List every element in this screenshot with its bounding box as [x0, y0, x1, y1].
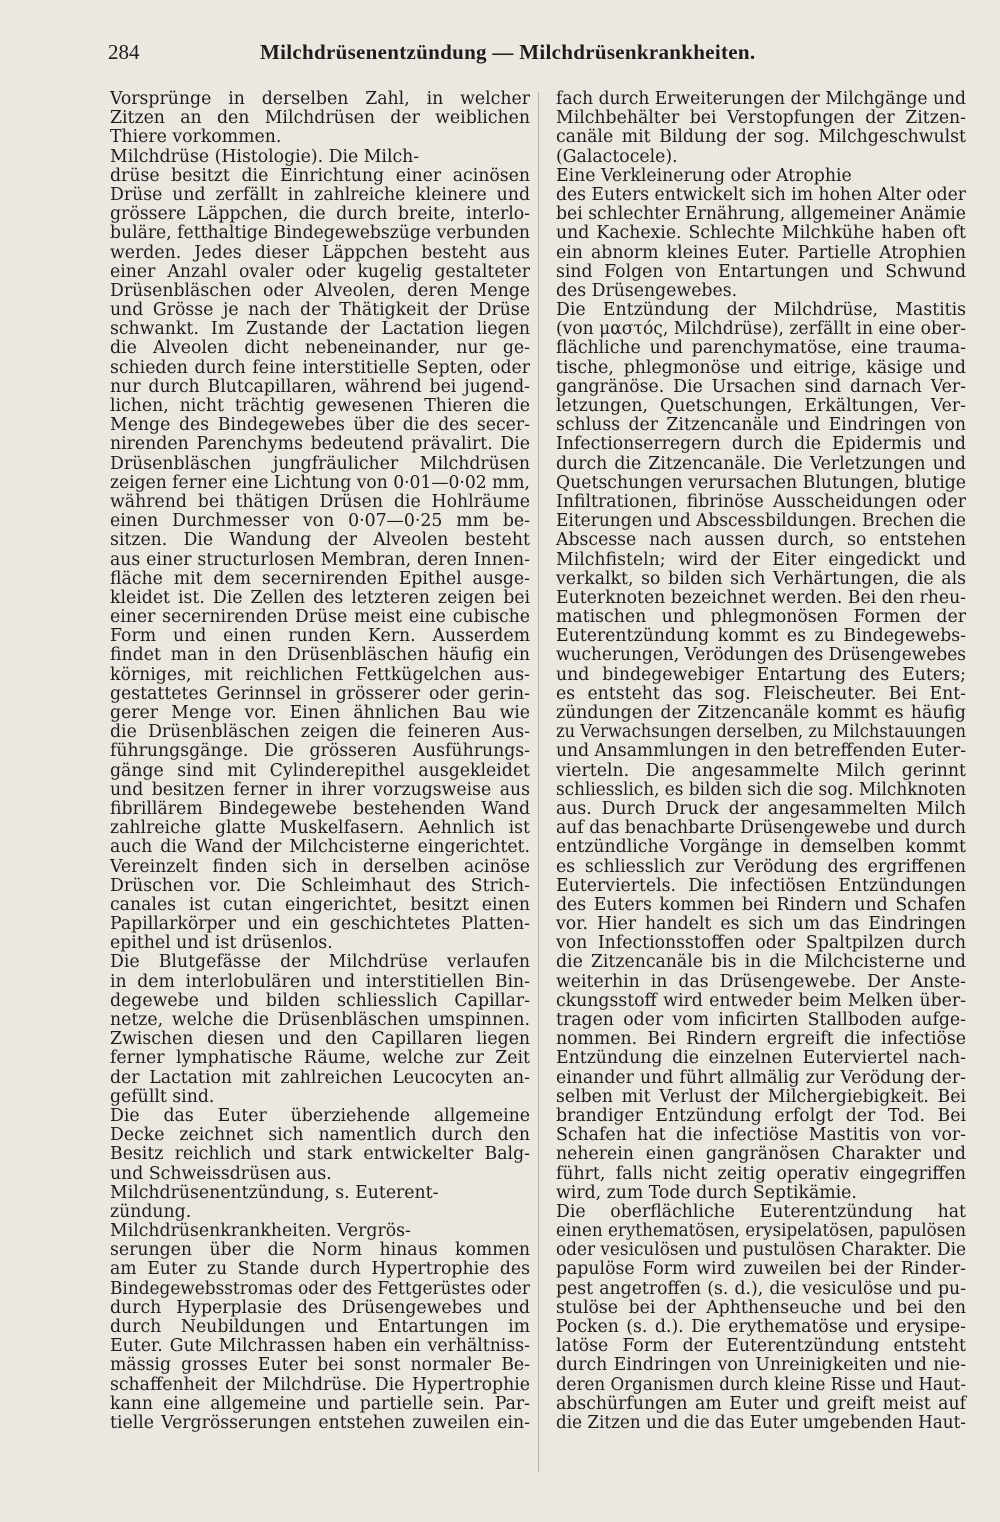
text-line: fach durch Erweiterungen der Milchgänge und — [556, 89, 967, 109]
text-line: Milchbehälter bei Verstopfungen der Zitzen- — [556, 108, 967, 129]
text-line: serungen über die Norm hinaus kommen — [110, 1240, 531, 1261]
text-line: Vorsprünge in derselben Zahl, in welcher — [110, 89, 530, 109]
text-line: körniges, mit reichlichen Fettkügelchen aus- — [110, 664, 531, 685]
text-line: auf das benachbarte Drüsengewebe und durch — [556, 818, 966, 839]
text-line: ein abnorm kleines Euter. Partielle Atrophien — [556, 242, 967, 263]
text-line: matischen und phlegmonösen Formen der — [556, 607, 966, 628]
text-line: Entzündung die einzelnen Euterviertel nach- — [556, 1048, 966, 1069]
text-line: stulöse bei der Aphthenseuche und bei den — [556, 1297, 966, 1318]
left-text-column — [110, 90, 530, 1433]
text-line: zahlreiche glatte Muskelfasern. Aehnlich ist — [110, 818, 530, 839]
text-line: des Drüsengewebes. — [556, 280, 738, 301]
text-line: einer secernirenden Drüse meist eine cubische — [110, 607, 531, 628]
text-line: tragen oder vom inficirten Stallboden aufge- — [556, 1010, 966, 1030]
text-line: durch Neubildungen und Entartungen im — [110, 1317, 531, 1337]
text-line: und Kachexie. Schlechte Milchkühe haben oft — [556, 223, 966, 244]
running-head: Milchdrüsenentzündung — Milchdrüsenkrankheiten. — [260, 40, 756, 64]
text-line: in dem interlobulären und interstitiellen Bin- — [110, 971, 531, 992]
text-line: aus. Durch Druck der angesammelten Milch — [556, 798, 966, 819]
text-line: Die Blutgefässe der Milchdrüse verlaufen — [110, 952, 530, 973]
text-line: nirenden Parenchyms bedeutend prävalirt. Die — [110, 434, 530, 455]
text-line: Bindegewebsstromas oder des Fettgerüstes oder — [110, 1278, 531, 1299]
text-line: entzündliche Vorgänge in demselben kommt — [556, 837, 966, 858]
text-line: Decke zeichnet sich namentlich durch den — [110, 1125, 531, 1146]
text-line: weiterhin in das Drüsengewebe. Der Anste- — [556, 971, 966, 992]
text-line: letzungen, Quetschungen, Erkältungen, Ver- — [556, 396, 966, 416]
text-line: Pocken (s. d.). Die erythematöse und erysipe- — [556, 1317, 966, 1337]
text-line: ckungsstoff wird entweder beim Melken über- — [556, 990, 966, 1011]
text-line: kleidet ist. Die Zellen des letzteren zeigen bei — [110, 587, 531, 608]
text-line: die Drüsenbläschen zeigen die feineren Aus- — [110, 722, 531, 743]
text-line: führt, falls nicht zeitig operativ eingegriffen — [556, 1163, 966, 1184]
text-line: fibrillärem Bindegewebe bestehenden Wand — [110, 798, 531, 819]
text-line: gerer Menge vor. Einen ähnlichen Bau wie — [110, 703, 530, 723]
text-line: oder vesiculösen und pustulösen Charakter. Die — [556, 1240, 966, 1261]
text-line: Quetschungen verursachen Blutungen, blutige — [556, 472, 967, 493]
text-line: neherein einen gangränösen Charakter und — [556, 1144, 966, 1165]
text-line: papulöse Form wird zuweilen bei der Rinder- — [556, 1259, 966, 1280]
text-line: und Schweissdrüsen aus. — [110, 1163, 332, 1184]
text-line: Eine Verkleinerung oder Atrophie — [556, 165, 852, 186]
text-line: Form und einen runden Kern. Ausserdem — [110, 626, 530, 647]
text-line: die Zitzen und die das Euter umgebenden Haut- — [556, 1412, 966, 1433]
text-line: latöse Form der Euterentzündung entsteht — [556, 1336, 966, 1357]
text-line: schieden durch feine interstitielle Septen, oder — [110, 357, 531, 378]
text-line: Euter. Gute Milchrassen haben ein verhältniss- — [110, 1336, 530, 1357]
text-line: canales ist cutan eingerichtet, besitzt einen — [110, 894, 530, 915]
text-line: fläche mit dem secernirenden Epithel ausge- — [110, 568, 530, 589]
page-header — [108, 40, 832, 70]
text-line: Schafen hat die infectiöse Mastitis von vor- — [556, 1125, 966, 1146]
text-line: Menge des Bindegewebes über die des secer- — [110, 415, 530, 436]
text-line: bei schlechter Ernährung, allgemeiner Anämie — [556, 204, 966, 225]
text-line: der Lactation mit zahlreichen Leucocyten an- — [110, 1067, 531, 1088]
text-line: führungsgänge. Die grösseren Ausführungs- — [110, 741, 530, 762]
text-line: abschürfungen am Euter und greift meist auf — [556, 1393, 966, 1414]
text-line: Drüsenbläschen jungfräulicher Milchdrüsen — [110, 453, 530, 474]
text-line: gestattetes Gerinnsel in grösserer oder gerin- — [110, 683, 530, 704]
text-line: von Infectionsstoffen oder Spaltpilzen durch — [556, 933, 967, 954]
text-line: tische, phlegmonöse und eitrige, käsige und — [556, 357, 966, 378]
text-line: degewebe und bilden schliesslich Capillar- — [110, 990, 531, 1011]
text-line: Die Entzündung der Milchdrüse, Mastitis — [556, 300, 967, 321]
text-line: deren Organismen durch kleine Risse und Haut- — [556, 1374, 966, 1395]
text-line: Euterentzündung kommt es zu Bindegewebs- — [556, 626, 967, 647]
text-line: durch die Zitzencanäle. Die Verletzungen und — [556, 453, 966, 474]
text-line: nommen. Bei Rindern ergreift die infectiöse — [556, 1029, 966, 1050]
text-line: und Ansammlungen in den betreffenden Euter- — [556, 741, 966, 762]
text-line: drüse besitzt die Einrichtung einer acinösen — [110, 165, 530, 186]
text-line: Milchdrüsenentzündung, s. Euterent- — [110, 1182, 439, 1203]
text-line: tielle Vergrösserungen entstehen zuweilen ein- — [110, 1412, 530, 1433]
text-line: Euterviertels. Die infectiösen Entzündungen — [556, 875, 966, 896]
text-line: und besitzen ferner in ihrer vorzugsweise aus — [110, 779, 530, 800]
text-line: flächliche und parenchymatöse, eine trauma- — [556, 338, 967, 359]
text-line: einen Durchmesser von 0·07—0·25 mm be- — [110, 511, 530, 532]
text-line: Infectionserregern durch die Epidermis und — [556, 434, 966, 455]
text-line: Zwischen diesen und den Capillaren liegen — [110, 1029, 530, 1050]
text-line: ferner lymphatische Räume, welche zur Zeit — [110, 1048, 530, 1069]
text-line: zündungen der Zitzencanäle kommt es häufig — [556, 703, 966, 723]
text-line: (Galactocele). — [556, 146, 678, 167]
text-line: am Euter zu Stande durch Hypertrophie des — [110, 1259, 530, 1280]
text-line: Papillarkörper und ein geschichtetes Platten- — [110, 914, 531, 935]
text-line: vor. Hier handelt es sich um das Eindringen — [556, 914, 966, 935]
text-line: vierteln. Die angesammelte Milch gerinnt — [556, 760, 966, 781]
text-line: Infiltrationen, fibrinöse Ausscheidungen oder — [556, 491, 966, 512]
text-line: zündung. — [110, 1201, 192, 1222]
text-line: werden. Jedes dieser Läppchen besteht aus — [110, 242, 531, 263]
text-line: Euterknoten bezeichnet werden. Bei den rheu- — [556, 587, 967, 608]
text-line: Zitzen an den Milchdrüsen der weiblichen — [110, 108, 530, 129]
text-line: Eiterungen und Abscessbildungen. Brechen die — [556, 511, 966, 532]
text-line: einer Anzahl ovaler oder kugelig gestalteter — [110, 261, 530, 282]
text-line: Thiere vorkommen. — [110, 127, 282, 148]
text-line: pest angetroffen (s. d.), die vesiculöse und pu- — [556, 1278, 967, 1299]
right-text-column — [556, 90, 966, 1433]
text-line: Die das Euter überziehende allgemeine — [110, 1105, 531, 1126]
text-line: schliesslich, es bilden sich die sog. Milchknoten — [556, 779, 967, 800]
text-line: die Alveolen dicht nebeneinander, nur ge- — [110, 338, 530, 359]
text-line: einander und führt allmälig zur Verödung der- — [556, 1067, 967, 1088]
text-line: Drüse und zerfällt in zahlreiche kleinere und — [110, 184, 531, 205]
text-line: Milchfisteln; wird der Eiter eingedickt und — [556, 549, 967, 570]
text-line: die Zitzencanäle bis in die Milchcisterne und — [556, 952, 966, 973]
text-line: grössere Läppchen, die durch breite, interlo- — [110, 204, 530, 225]
text-line: Besitz reichlich und stark entwickelter Balg- — [110, 1144, 530, 1165]
text-line: und bindegewebiger Entartung des Euters; — [556, 664, 966, 685]
text-line: gefüllt sind. — [110, 1086, 215, 1107]
text-line: einen erythematösen, erysipelatösen, papulösen — [556, 1221, 966, 1242]
text-line: wird, zum Tode durch Septikämie. — [556, 1182, 857, 1203]
text-line: Drüschen vor. Die Schleimhaut des Strich- — [110, 875, 530, 896]
text-line: aus einer structurlosen Membran, deren Innen- — [110, 549, 531, 570]
text-line: durch Eindringen von Unreinigkeiten und nie- — [556, 1355, 966, 1376]
text-line: es entsteht das sog. Fleischeuter. Bei Ent- — [556, 683, 967, 704]
text-line: (von μαστός, Milchdrüse), zerfällt in eine ober- — [556, 319, 967, 340]
text-line: sitzen. Die Wandung der Alveolen besteht — [110, 530, 530, 551]
text-line: brandiger Entzündung erfolgt der Tod. Bei — [556, 1105, 966, 1126]
text-line: und Grösse je nach der Thätigkeit der Drüse — [110, 300, 530, 321]
text-line: schaffenheit der Milchdrüse. Die Hypertrophie — [110, 1374, 530, 1395]
text-line: schluss der Zitzencanäle und Eindringen von — [556, 415, 966, 436]
text-line: gänge sind mit Cylinderepithel ausgekleidet — [110, 760, 530, 781]
text-line: es schliesslich zur Verödung des ergriffenen — [556, 856, 966, 877]
text-line: zeigen ferner eine Lichtung von 0·01—0·02 mm, — [110, 472, 531, 493]
text-line: sind Folgen von Entartungen und Schwund — [556, 261, 967, 282]
text-line: zu Verwachsungen derselben, zu Milchstauungen — [556, 722, 967, 743]
text-line: mässig grosses Euter bei sonst normaler Be- — [110, 1355, 530, 1376]
text-line: während bei thätigen Drüsen die Hohlräume — [110, 491, 530, 512]
text-line: buläre, fetthaltige Bindegewebszüge verbunden — [110, 223, 531, 244]
page-number: 284 — [108, 40, 140, 64]
text-line: selben mit Verlust der Milchergiebigkeit. Bei — [556, 1086, 966, 1107]
text-line: verkalkt, so bilden sich Verhärtungen, die als — [556, 568, 966, 589]
text-line: kann eine allgemeine und partielle sein. Par- — [110, 1393, 530, 1414]
text-line: netze, welche die Drüsenbläschen umspinnen. — [110, 1010, 530, 1030]
text-line: des Euters kommen bei Rindern und Schafen — [556, 894, 967, 915]
text-line: Vereinzelt finden sich in derselben acinöse — [110, 856, 530, 877]
text-line: des Euters entwickelt sich im hohen Alter oder — [556, 184, 966, 205]
text-line: canäle mit Bildung der sog. Milchgeschwulst — [556, 127, 966, 148]
text-line: durch Hyperplasie des Drüsengewebes und — [110, 1297, 530, 1318]
text-line: Milchdrüsenkrankheiten. Vergrös- — [110, 1221, 411, 1242]
text-line: Drüsenbläschen oder Alveolen, deren Menge — [110, 280, 530, 301]
text-line: Abscesse nach aussen durch, so entstehen — [556, 530, 967, 551]
text-line: Die oberflächliche Euterentzündung hat — [556, 1201, 966, 1222]
text-line: auch die Wand der Milchcisterne eingerichtet. — [110, 837, 530, 858]
text-line: nur durch Blutcapillaren, während bei jugend- — [110, 376, 531, 397]
column-divider — [538, 92, 539, 1472]
text-line: Milchdrüse (Histologie). Die Milch- — [110, 146, 420, 167]
text-line: schwankt. Im Zustande der Lactation liegen — [110, 319, 531, 340]
text-line: findet man in den Drüsenbläschen häufig ein — [110, 645, 530, 666]
text-line: wucherungen, Verödungen des Drüsengewebes — [556, 645, 966, 666]
text-line: gangränöse. Die Ursachen sind darnach Ver- — [556, 376, 967, 397]
text-line: lichen, nicht trächtig gewesenen Thieren die — [110, 396, 530, 416]
text-line: epithel und ist drüsenlos. — [110, 933, 333, 954]
